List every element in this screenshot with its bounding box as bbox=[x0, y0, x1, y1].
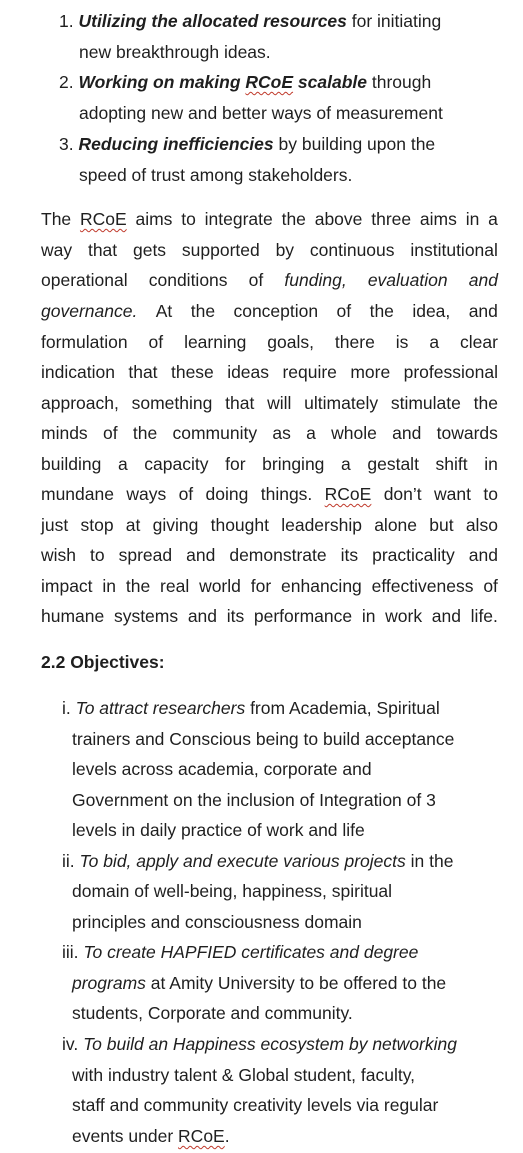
paragraph-line: minds of the community as a whole and towards bbox=[41, 423, 498, 443]
objective-iv-line-1 bbox=[62, 1033, 457, 1055]
paragraph-line: formulation of learning goals, there is a clear bbox=[41, 332, 498, 352]
objective-numeral: ii. bbox=[62, 851, 75, 871]
paragraph-line: operational conditions of funding, evaluation and bbox=[41, 270, 498, 290]
objective-numeral: iii. bbox=[62, 942, 79, 962]
paragraph-line: governance. At the conception of the idea, and bbox=[41, 301, 498, 321]
acronym-rcoe: RCoE bbox=[79, 209, 127, 229]
objective-i-line-4: Government on the inclusion of Integration of 3 bbox=[72, 790, 436, 810]
paragraph-line: The RCoE aims to integrate the above three aims in a bbox=[41, 209, 498, 229]
objective-ii-line-1: ii. To bid, apply and execute various projects in the bbox=[62, 851, 454, 871]
objective-ii-line-2: domain of well-being, happiness, spiritual bbox=[72, 881, 393, 901]
objective-emphasis: To create HAPFIED certificates and degree bbox=[83, 942, 419, 962]
objective-emphasis: To bid, apply and execute various projects bbox=[79, 851, 406, 871]
paragraph-line: indication that these ideas require more professional bbox=[41, 362, 498, 382]
objective-iii-line-3: students, Corporate and community. bbox=[72, 1003, 353, 1023]
paragraph-line: way that gets supported by continuous institutional bbox=[41, 240, 498, 260]
acronym-rcoe: RCoE bbox=[178, 1126, 225, 1146]
objective-iv-line-4: events under RCoE. bbox=[72, 1126, 230, 1146]
aim-text: through bbox=[367, 72, 432, 92]
paragraph-line: impact in the real world for enhancing effectiveness of bbox=[41, 576, 498, 596]
aim-item-1-line-2: new breakthrough ideas. bbox=[79, 42, 271, 62]
paragraph-line: just stop at giving thought leadership alone but also bbox=[41, 515, 498, 535]
aim-item-2-line-2: adopting new and better ways of measurement bbox=[79, 103, 443, 123]
objective-emphasis: To attract researchers bbox=[75, 698, 246, 718]
aim-emphasis: Reducing inefficiencies bbox=[78, 134, 274, 154]
aim-item-3-line-1 bbox=[59, 133, 435, 155]
acronym-rcoe: RCoE bbox=[324, 484, 372, 504]
aim-item-2-line-1 bbox=[59, 71, 431, 93]
objective-i-line-1: i. To attract researchers from Academia, Spiritual bbox=[62, 698, 440, 718]
objective-emphasis: programs bbox=[72, 973, 146, 993]
paragraph-line: mundane ways of doing things. RCoE don’t want to bbox=[41, 484, 498, 504]
objective-i-line-3: levels across academia, corporate and bbox=[72, 759, 372, 779]
objective-i-line-5: levels in daily practice of work and life bbox=[72, 820, 365, 840]
aim-text: by building upon the bbox=[273, 134, 436, 154]
aim-item-3-line-2: speed of trust among stakeholders. bbox=[79, 165, 353, 185]
aim-emphasis: Utilizing the allocated resources bbox=[78, 11, 347, 31]
objective-iii-line-1 bbox=[62, 941, 418, 963]
objectives-heading: 2.2 Objectives: bbox=[41, 652, 165, 672]
paragraph-line: humane systems and its performance in work and life. bbox=[41, 606, 498, 626]
objective-ii-line-3: principles and consciousness domain bbox=[72, 912, 362, 932]
objective-numeral: iv. bbox=[62, 1034, 79, 1054]
objective-emphasis: To build an Happiness ecosystem by networking bbox=[83, 1034, 457, 1054]
paragraph-line: building a capacity for bringing a gestalt shift in bbox=[41, 454, 498, 474]
aim-emphasis: Working on making RCoE scalable bbox=[78, 72, 367, 92]
aim-item-1-line-1 bbox=[59, 10, 441, 32]
paragraph-line: wish to spread and demonstrate its practicality and bbox=[41, 545, 498, 565]
objective-iv-line-2: with industry talent & Global student, faculty, bbox=[72, 1065, 416, 1085]
aim-number: 3. bbox=[59, 134, 74, 154]
aim-text: for initiating bbox=[346, 11, 442, 31]
objective-numeral: i. bbox=[62, 698, 71, 718]
objective-iv-line-3: staff and community creativity levels via regular bbox=[72, 1095, 439, 1115]
objective-iii-line-2: programs at Amity University to be offered to the bbox=[72, 973, 447, 993]
objective-i-line-2: trainers and Conscious being to build acceptance bbox=[72, 729, 455, 749]
paragraph-line: approach, something that will ultimately stimulate the bbox=[41, 393, 498, 413]
acronym-rcoe: RCoE bbox=[245, 72, 294, 92]
aim-number: 2. bbox=[59, 72, 74, 92]
aim-number: 1. bbox=[59, 11, 74, 31]
